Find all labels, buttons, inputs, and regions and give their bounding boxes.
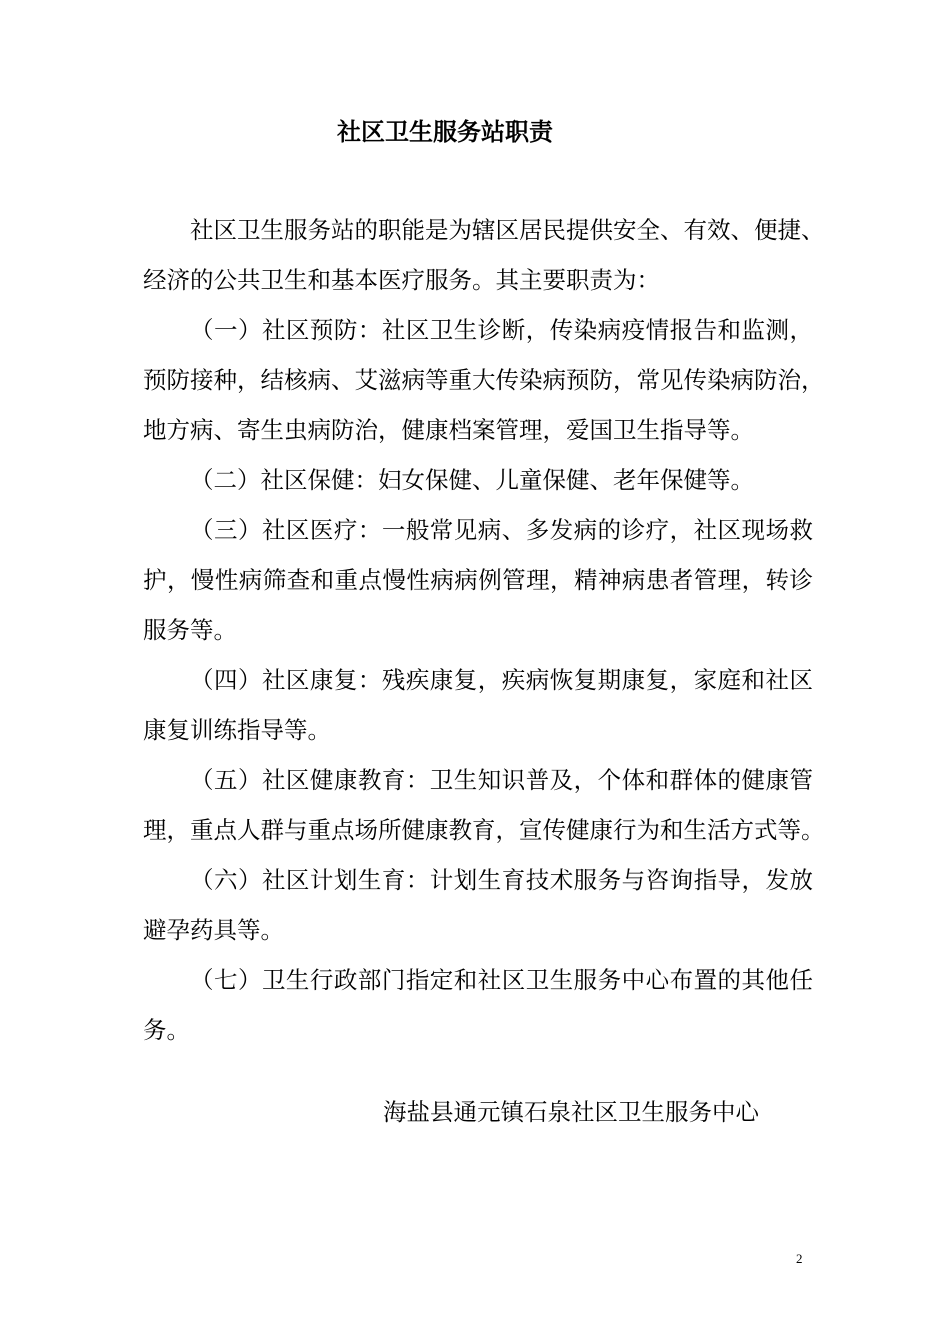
item-7-line-1: （七）卫生行政部门指定和社区卫生服务中心布置的其他任 [190, 966, 813, 994]
item-3-line-3: 服务等。 [143, 616, 237, 644]
item-1-line-1: （一）社区预防：社区卫生诊断，传染病疫情报告和监测， [190, 316, 813, 344]
item-1-line-2: 预防接种，结核病、艾滋病等重大传染病预防，常见传染病防治， [143, 366, 825, 394]
document-title: 社区卫生服务站职责 [337, 118, 553, 146]
paragraph-intro-line-1: 社区卫生服务站的职能是为辖区居民提供安全、有效、便捷、 [190, 216, 825, 244]
item-6-line-2: 避孕药具等。 [143, 916, 284, 944]
item-1-line-3: 地方病、寄生虫病防治，健康档案管理，爱国卫生指导等。 [143, 416, 754, 444]
item-7-line-2: 务。 [143, 1016, 190, 1044]
item-6-line-1: （六）社区计划生育：计划生育技术服务与咨询指导，发放 [190, 866, 813, 894]
item-4-line-1: （四）社区康复：残疾康复，疾病恢复期康复，家庭和社区 [190, 666, 813, 694]
item-3-line-1: （三）社区医疗：一般常见病、多发病的诊疗，社区现场救 [190, 516, 813, 544]
item-5-line-2: 理，重点人群与重点场所健康教育，宣传健康行为和生活方式等。 [143, 816, 825, 844]
item-4-line-2: 康复训练指导等。 [143, 716, 331, 744]
page-number: 2 [796, 1251, 803, 1266]
issuer-signature: 海盐县通元镇石泉社区卫生服务中心 [383, 1098, 759, 1126]
item-3-line-2: 护，慢性病筛查和重点慢性病病例管理，精神病患者管理，转诊 [143, 566, 813, 594]
item-5-line-1: （五）社区健康教育：卫生知识普及，个体和群体的健康管 [190, 766, 813, 794]
item-2-line-1: （二）社区保健：妇女保健、儿童保健、老年保健等。 [190, 466, 754, 494]
paragraph-intro-line-2: 经济的公共卫生和基本医疗服务。其主要职责为： [143, 266, 660, 294]
